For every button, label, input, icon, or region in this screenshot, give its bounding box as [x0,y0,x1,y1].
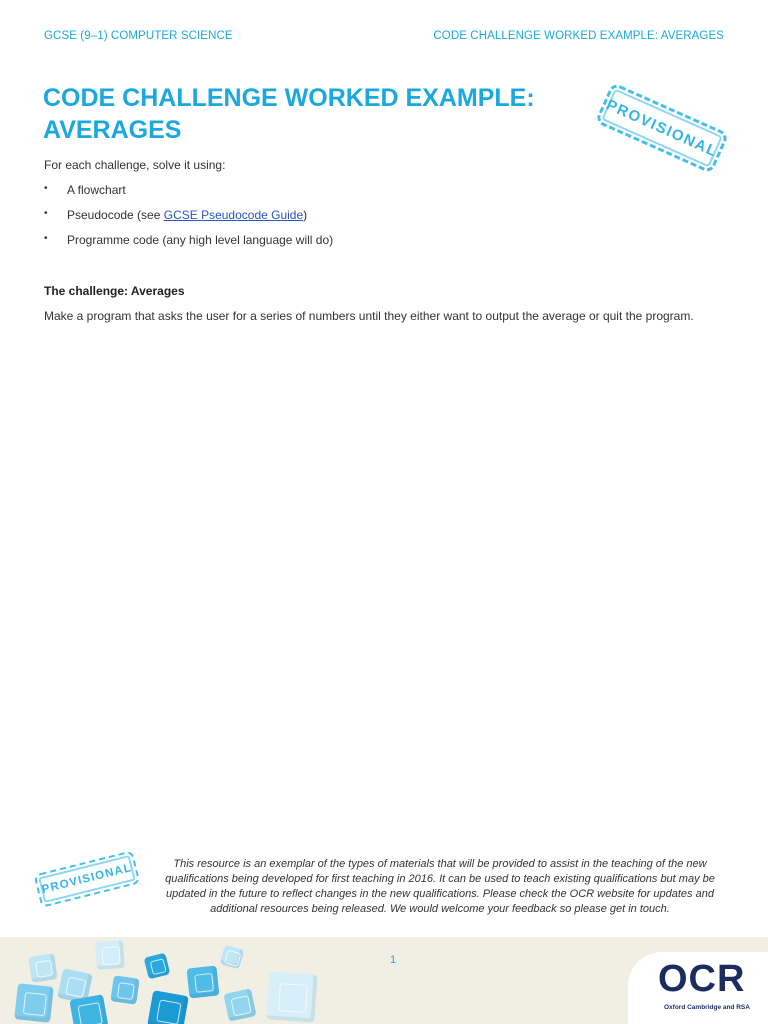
provisional-stamp [595,82,730,174]
challenge-description: Make a program that asks the user for a series of numbers until they either want to output the average or quit the program. [44,309,694,323]
disclaimer-text [160,857,720,917]
intro-text: For each challenge, solve it using: [44,158,226,172]
page-number: 1 [389,954,397,966]
decorative-cube-icon [187,966,220,999]
provisional-stamp-small-text: PROVISIONAL [40,861,134,897]
list-item-pseudocode-suffix: ) [303,208,308,222]
page-title-line-1: CODE CHALLENGE WORKED EXAMPLE: [43,84,535,112]
list-item-pseudocode-prefix: Pseudocode (see [67,208,164,222]
decorative-cube-icon [110,975,139,1004]
disclaimer-line-4: additional resources being released. We would welcome your feedback so please get in touch. [210,903,670,915]
ocr-logo [628,952,768,1024]
decorative-cube-icon [266,971,317,1022]
decorative-cube-icon [220,945,245,970]
disclaimer-line-2: qualifications being developed for first teaching in 2016. It can be used to teach existing qualifications but may be [165,873,715,885]
method-list [44,183,333,258]
page-title-line-2: AVERAGES [43,116,182,144]
decorative-cube-icon [69,994,108,1024]
running-header-title: CODE CHALLENGE WORKED EXAMPLE: AVERAGES [433,30,724,42]
list-item-programme-code: Programme code (any high level language will do) [67,233,334,247]
disclaimer-line-1: This resource is an exemplar of the types of materials that will be provided to assist in the teaching of the new [173,858,707,870]
decorative-cube-icon [95,940,125,970]
bullet-icon: • [44,183,48,194]
pseudocode-guide-link[interactable]: GCSE Pseudocode Guide [163,208,304,222]
decorative-cube-icon [144,953,171,980]
list-item [44,183,333,208]
ocr-logo-subtitle: Oxford Cambridge and RSA [664,1004,750,1011]
provisional-stamp-text: PROVISIONAL [603,95,721,161]
ocr-logo-wordmark: OCR [658,958,746,1000]
decorative-cube-icon [28,953,57,982]
challenge-heading: The challenge: Averages [44,284,185,298]
running-header-subject: GCSE (9–1) COMPUTER SCIENCE [44,30,233,42]
bullet-icon: • [44,233,48,244]
list-item [44,233,333,258]
decorative-cube-icon [147,990,189,1024]
decorative-cube-icon [14,983,54,1023]
bullet-icon: • [44,208,48,219]
list-item [44,208,333,233]
decorative-cube-icon [223,988,256,1021]
provisional-stamp-small [33,850,140,908]
list-item-flowchart: A flowchart [67,183,126,197]
disclaimer-line-3: updated in the future to reflect changes in the new qualifications. Please check the OCR website for updates and [166,888,714,900]
page-title [43,82,563,146]
